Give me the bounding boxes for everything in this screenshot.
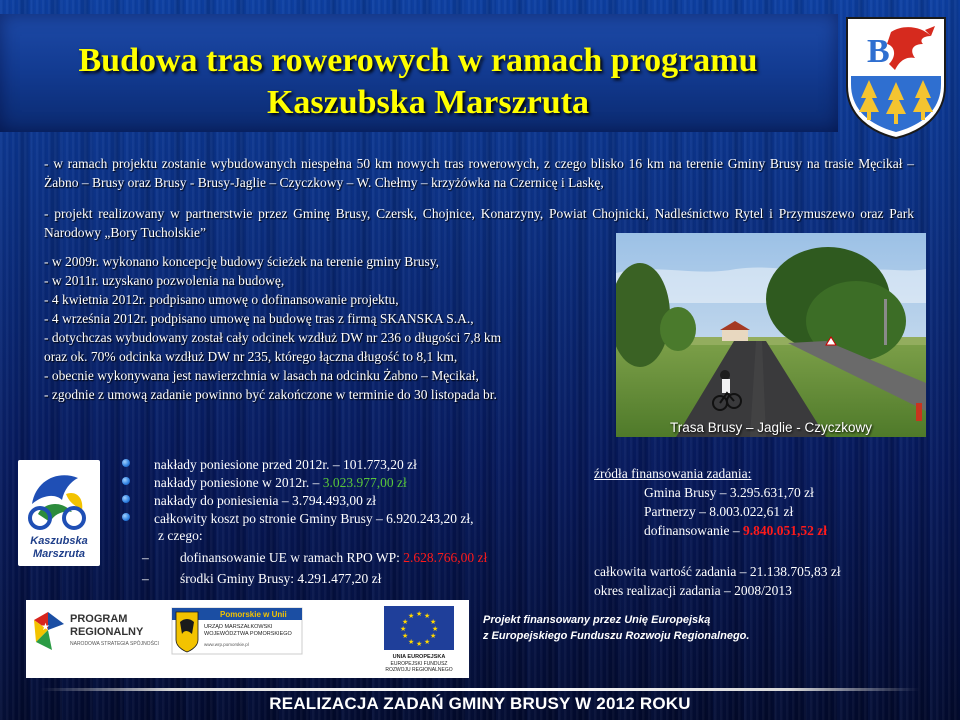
eu-title: UNIA EUROPEJSKA (392, 654, 446, 660)
svg-text:★: ★ (432, 625, 439, 633)
svg-text:★: ★ (416, 610, 423, 618)
timeline-item: - 4 września 2012r. podpisano umowę na budowę tras z firmą SKANSKA S.A., (44, 311, 474, 326)
title-line-1: Budowa tras rowerowych w ramach programu (78, 42, 758, 79)
svg-text:★: ★ (416, 640, 423, 648)
pomorskie-title: Pomorskie w Unii (220, 610, 287, 619)
cost-label: całkowity koszt po stronie Gminy Brusy – 6.920.243,20 zł, (154, 511, 474, 526)
svg-text:★: ★ (424, 612, 431, 620)
svg-text:★: ★ (400, 625, 407, 633)
eu-sub2: ROZWOJU REGIONALNEGO (385, 667, 453, 673)
timeline-item: - obecnie wykonywana jest nawierzchnia w lasach na odcinku Żabno – Męcikał, (44, 368, 479, 383)
bullet-icon (122, 495, 130, 503)
cost-sub-highlight: 2.628.766,00 zł (403, 550, 488, 565)
pomorskie-logo-icon (172, 608, 302, 654)
cost-sub-item: – środki Gminy Brusy: 4.291.477,20 zł (142, 571, 382, 586)
financing-highlight: 9.840.051,52 zł (742, 523, 827, 538)
svg-text:★: ★ (41, 622, 50, 633)
partners-description: - projekt realizowany w partnerstwie przez Gminę Brusy, Czersk, Chojnice, Konarzyny, Powiat Chojnicki, Nadleśnictwo Rytel i Przymuszewo oraz Park Narodowy „Bory Tucholskie” (44, 206, 914, 240)
cost-item (120, 474, 590, 491)
svg-text:★: ★ (402, 632, 409, 640)
kaszubska-marszruta-logo (18, 460, 100, 566)
eu-flag-icon (384, 606, 454, 673)
crest-letter: B (867, 33, 890, 70)
title-line-2: Kaszubska Marszruta (266, 84, 590, 121)
cost-item (120, 456, 590, 473)
pomorskie-url: www.wrp.pomorskie.pl (204, 642, 249, 647)
bullet-icon (122, 513, 130, 521)
svg-text:★: ★ (424, 638, 431, 646)
program-regionalny-logo-icon (34, 612, 159, 650)
logo-text-line1: Kaszubska (30, 535, 88, 547)
program-title-line1: PROGRAM (70, 613, 128, 625)
program-title-line2: REGIONALNY (70, 626, 144, 638)
eu-note-line1: Projekt finansowany przez Unię Europejską (483, 614, 711, 626)
eu-sub1: EUROPEJSKI FUNDUSZ (390, 661, 448, 667)
cost-highlight: 3.023.977,00 zł (322, 475, 407, 490)
cost-sub-label: dofinansowanie UE w ramach RPO WP: (180, 550, 404, 565)
timeline-item: - zgodnie z umową zadanie powinno być zakończone w terminie do 30 listopada br. (44, 387, 497, 402)
bullet-icon (122, 477, 130, 485)
cost-item (120, 510, 590, 544)
financing-row (594, 521, 934, 540)
cost-sub-header: z czego: (158, 528, 203, 543)
financing-row: Gmina Brusy – 3.295.631,70 zł (644, 485, 814, 500)
title-bar (0, 14, 838, 132)
bike-path-photo (616, 233, 926, 437)
bike-path-image (616, 233, 926, 437)
financing-row: Partnerzy – 8.003.022,61 zł (644, 504, 794, 519)
cost-item (120, 492, 590, 509)
svg-text:★: ★ (402, 618, 409, 626)
timeline-item: - 4 kwietnia 2012r. podpisano umowę o dofinansowanie projektu, (44, 292, 399, 307)
svg-text:★: ★ (430, 618, 437, 626)
financing-header: źródła finansowania zadania: (594, 466, 752, 481)
cost-label: nakłady poniesione przed 2012r. – 101.773,20 zł (154, 457, 417, 472)
timeline-list (44, 252, 599, 404)
pomorskie-sub2: WOJEWÓDZTWA POMORSKIEGO (204, 631, 292, 637)
logo-text-line2: Marszruta (33, 548, 85, 560)
realization-period: okres realizacji zadania – 2008/2013 (594, 583, 792, 598)
cost-label: nakłady do poniesienia – 3.794.493,00 zł (154, 493, 376, 508)
svg-text:★: ★ (408, 638, 415, 646)
eu-funding-note (483, 612, 843, 644)
pomorskie-sub1: URZĄD MARSZAŁKOWSKI (204, 624, 273, 630)
timeline-item: - w 2009r. wykonano koncepcję budowy ścieżek na terenie gminy Brusy, (44, 254, 440, 269)
timeline-item: oraz ok. 70% odcinka wzdłuż DW nr 235, którego łączna długość to 8,1 km, (44, 349, 458, 364)
eu-funding-banner (26, 600, 469, 678)
financing-label: dofinansowanie – (644, 523, 743, 538)
financing-sources (594, 464, 934, 600)
cost-sub-item: – dofinansowanie UE w ramach RPO WP: 2.628.766,00 zł (142, 550, 488, 565)
eu-note-line2: z Europejskiego Funduszu Rozwoju Regionalnego. (483, 630, 750, 642)
timeline-item: - dotychczas wybudowany został cały odcinek wzdłuż DW nr 236 o długości 7,8 km (44, 330, 502, 345)
photo-caption: Trasa Brusy – Jaglie - Czyczkowy (669, 420, 873, 435)
svg-text:★: ★ (430, 632, 437, 640)
page-title (18, 40, 838, 124)
total-value: całkowita wartość zadania – 21.138.705,83 zł (594, 564, 841, 579)
cost-sub-label: środki Gminy Brusy: 4.291.477,20 zł (180, 571, 382, 586)
svg-text:★: ★ (408, 612, 415, 620)
gmina-brusy-crest-icon (843, 14, 949, 140)
eu-logos (26, 600, 469, 678)
cost-label: nakłady poniesione w 2012r. – (154, 475, 323, 490)
cost-list (120, 454, 590, 587)
timeline-item: - w 2011r. uzyskano pozwolenia na budowę, (44, 273, 285, 288)
footer-divider (40, 688, 920, 691)
footer-title: REALIZACJA ZADAŃ GMINY BRUSY W 2012 ROKU (269, 694, 691, 713)
bullet-icon (122, 459, 130, 467)
project-description: - w ramach projektu zostanie wybudowanych niespełna 50 km nowych tras rowerowych, z czego blisko 16 km na terenie Gminy Brusy na trasie Męcikał – Żabno – Brusy oraz Brusy - Brusy-Jaglie – Czyczkowy – W. Chełmy – krzyżówka na Czernicę i Laskę, (44, 156, 914, 190)
cyclist-logo-icon (18, 460, 100, 566)
program-subtitle: NARODOWA STRATEGIA SPÓJNOŚCI (70, 641, 159, 647)
